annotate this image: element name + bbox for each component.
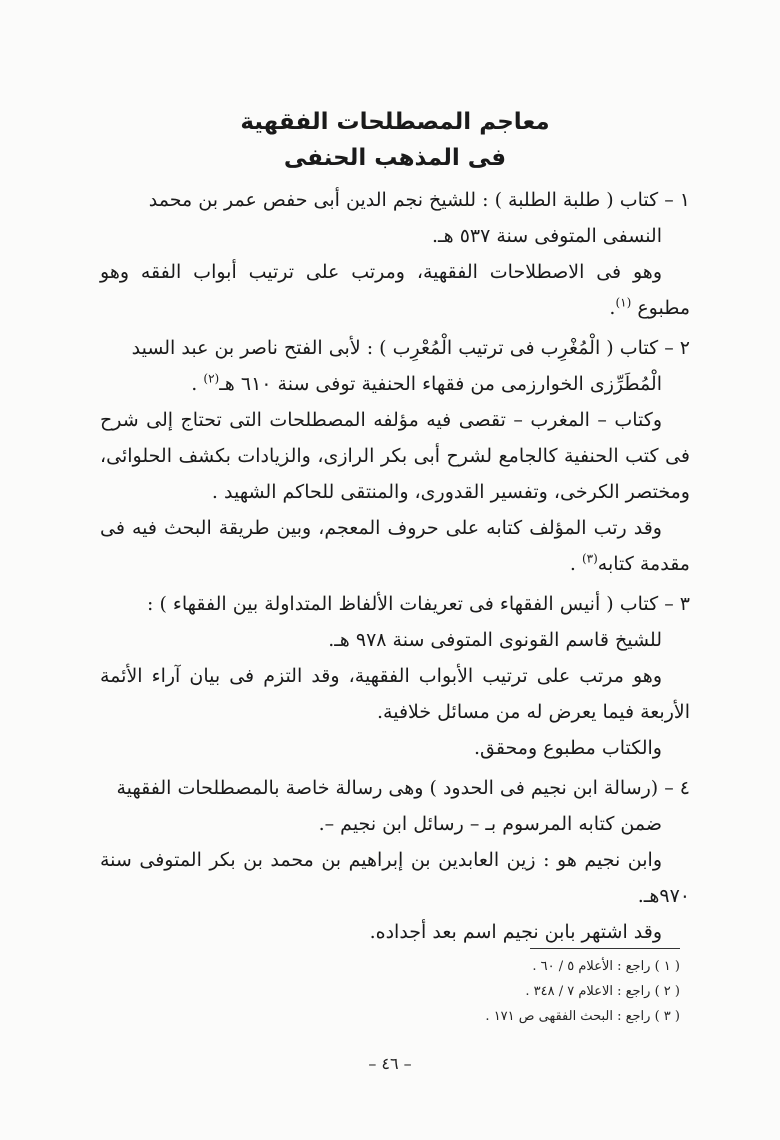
footnote-ref-2: (٢) [203, 371, 220, 386]
entry-1-paragraph-text: وهو فى الاصطلاحات الفقهية، ومرتب على ترتيب أبواب الفقه وهو مطبوع [100, 261, 690, 319]
entry-2 [100, 330, 690, 582]
entry-4 [100, 770, 690, 950]
entry-1 [100, 182, 690, 326]
title-line-2: فى المذهب الحنفى [283, 145, 507, 171]
footnote-3: ( ٣ ) راجع : البحث الفقهى ص ١٧١ . [485, 1009, 680, 1024]
page-body [100, 104, 690, 950]
entry-2-heading-cont-text: الْمُطَرِّزى الخوارزمى من فقهاء الحنفية توفى سنة ٦١٠ هـ [219, 373, 662, 395]
entry-3-heading: ٣ – كتاب ( أنيس الفقهاء فى تعريفات الألفاظ المتداولة بين الفقهاء ) : [147, 593, 690, 615]
entry-4-paragraph-2: وقد اشتهر بابن نجيم اسم بعد أجداده. [369, 921, 662, 943]
entry-2-paragraph-2-text: وقد رتب المؤلف كتابه على حروف المعجم، وبين طريقة البحث فيه فى مقدمة كتابه [100, 517, 690, 575]
entry-2-heading: ٢ – كتاب ( الْمُغْرِب فى ترتيب الْمُعْرِب ) : لأبى الفتح ناصر بن عبد السيد [131, 337, 690, 359]
page-title [100, 104, 690, 176]
entry-3-heading-cont: للشيخ قاسم القونوى المتوفى سنة ٩٧٨ هـ. [328, 629, 662, 651]
entry-3-paragraph-2: والكتاب مطبوع ومحقق. [474, 737, 662, 759]
entry-1-paragraph [100, 254, 690, 326]
page-number: – ٤٦ – [368, 1054, 412, 1073]
entry-4-heading-cont: ضمن كتابه المرسوم بـ – رسائل ابن نجيم –. [318, 813, 662, 835]
entry-4-paragraph-1: وابن نجيم هو : زين العابدين بن إبراهيم بن محمد بن بكر المتوفى سنة ٩٧٠هـ. [100, 849, 690, 907]
footnote-separator [530, 948, 680, 949]
entry-1-heading: ١ – كتاب ( طلبة الطلبة ) : للشيخ نجم الدين أبى حفص عمر بن محمد [148, 189, 690, 211]
entry-3 [100, 586, 690, 766]
entry-2-heading-cont-end: . [191, 373, 198, 395]
footnotes [380, 954, 680, 1029]
footnote-2: ( ٢ ) راجع : الاعلام ٧ / ٣٤٨ . [525, 984, 680, 999]
entry-2-paragraph-2 [100, 510, 690, 582]
footnote-ref-1: (١) [615, 295, 632, 310]
entry-1-paragraph-end: . [609, 297, 616, 319]
entry-3-paragraph-1: وهو مرتب على ترتيب الأبواب الفقهية، وقد التزم فى بيان آراء الأئمة الأربعة فيما يعرض له من مسائل خلافية. [100, 665, 690, 723]
entry-2-heading-cont [100, 366, 690, 402]
entry-2-paragraph-1: وكتاب – المغرب – تقصى فيه مؤلفه المصطلحات التى تحتاج إلى شرح فى كتب الحنفية كالجامع لشرح أبى بكر الرازى، والزيادات بكشف الحلوائى، ومختصر الكرخى، وتفسير القدورى، والمنتقى للحاكم الشهيد . [100, 409, 690, 503]
title-line-1: معاجم المصطلحات الفقهية [240, 109, 550, 135]
entry-4-heading: ٤ – (رسالة ابن نجيم فى الحدود ) وهى رسالة خاصة بالمصطلحات الفقهية [116, 777, 690, 799]
footnote-ref-3: (٣) [581, 551, 598, 566]
footnote-1: ( ١ ) راجع : الأعلام ٥ / ٦٠ . [532, 959, 680, 974]
entry-1-heading-cont: النسفى المتوفى سنة ٥٣٧ هـ. [432, 225, 662, 247]
entry-2-paragraph-2-end: . [569, 553, 576, 575]
